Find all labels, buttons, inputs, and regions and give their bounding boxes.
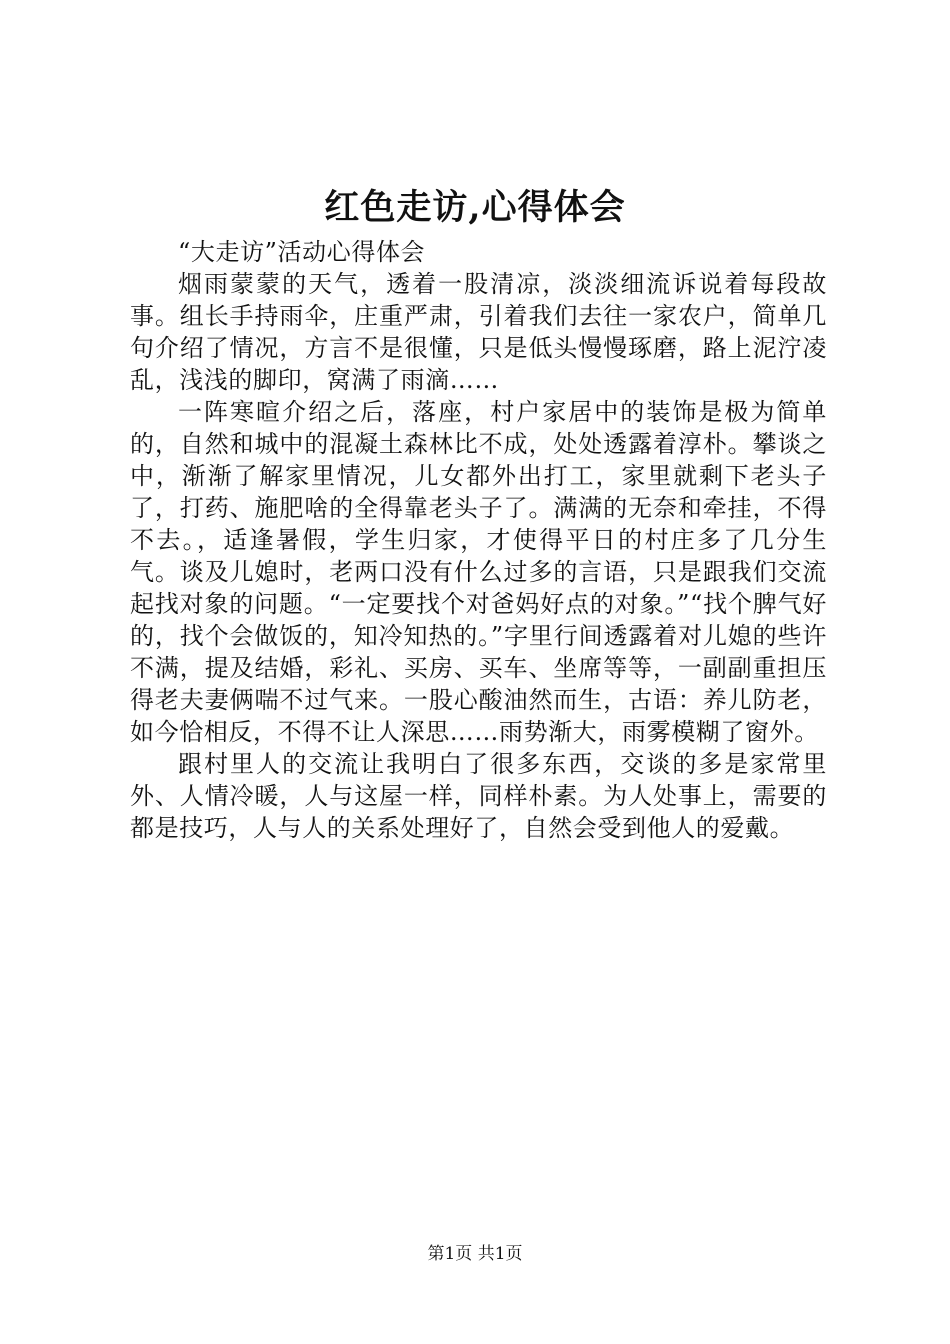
paragraph: 烟雨蒙蒙的天气，透着一股清凉，淡淡细流诉说着每段故事。组长手持雨伞，庄重严肃，引着我们去往一家农户，简单几句介绍了情况，方言不是很懂，只是低头慢慢琢磨，路上泥泞凌乱，浅浅的脚印，窝满了雨滴……: [130, 270, 827, 394]
paragraph-subtitle: “大走访”活动心得体会: [178, 238, 426, 266]
page-footer: 第1页 共1页: [427, 1244, 523, 1264]
document-body: [130, 236, 827, 844]
document-title: 红色走访,心得体会: [324, 187, 626, 228]
paragraph: 跟村里人的交流让我明白了很多东西，交谈的多是家常里外、人情冷暖，人与这屋一样，同样朴素。为人处事上，需要的都是技巧，人与人的关系处理好了，自然会受到他人的爱戴。: [130, 750, 827, 842]
paragraph: 一阵寒暄介绍之后，落座，村户家居中的装饰是极为简单的，自然和城中的混凝土森林比不成，处处透露着淳朴。攀谈之中，渐渐了解家里情况，儿女都外出打工，家里就剩下老头子了，打药、施肥啥的全得靠老头子了。满满的无奈和牵挂，不得不去。，适逢暑假，学生归家，才使得平日的村庄多了几分生气。谈及儿媳时，老两口没有什么过多的言语，只是跟我们交流起找对象的问题。“一定要找个对爸妈好点的对象。”“找个脾气好的，找个会做饭的，知冷知热的。”字里行间透露着对儿媳的些许不满，提及结婚，彩礼、买房、买车、坐席等等，一副副重担压得老夫妻俩喘不过气来。一股心酸油然而生，古语：养儿防老，如今恰相反，不得不让人深思……雨势渐大，雨雾模糊了窗外。: [130, 398, 827, 746]
